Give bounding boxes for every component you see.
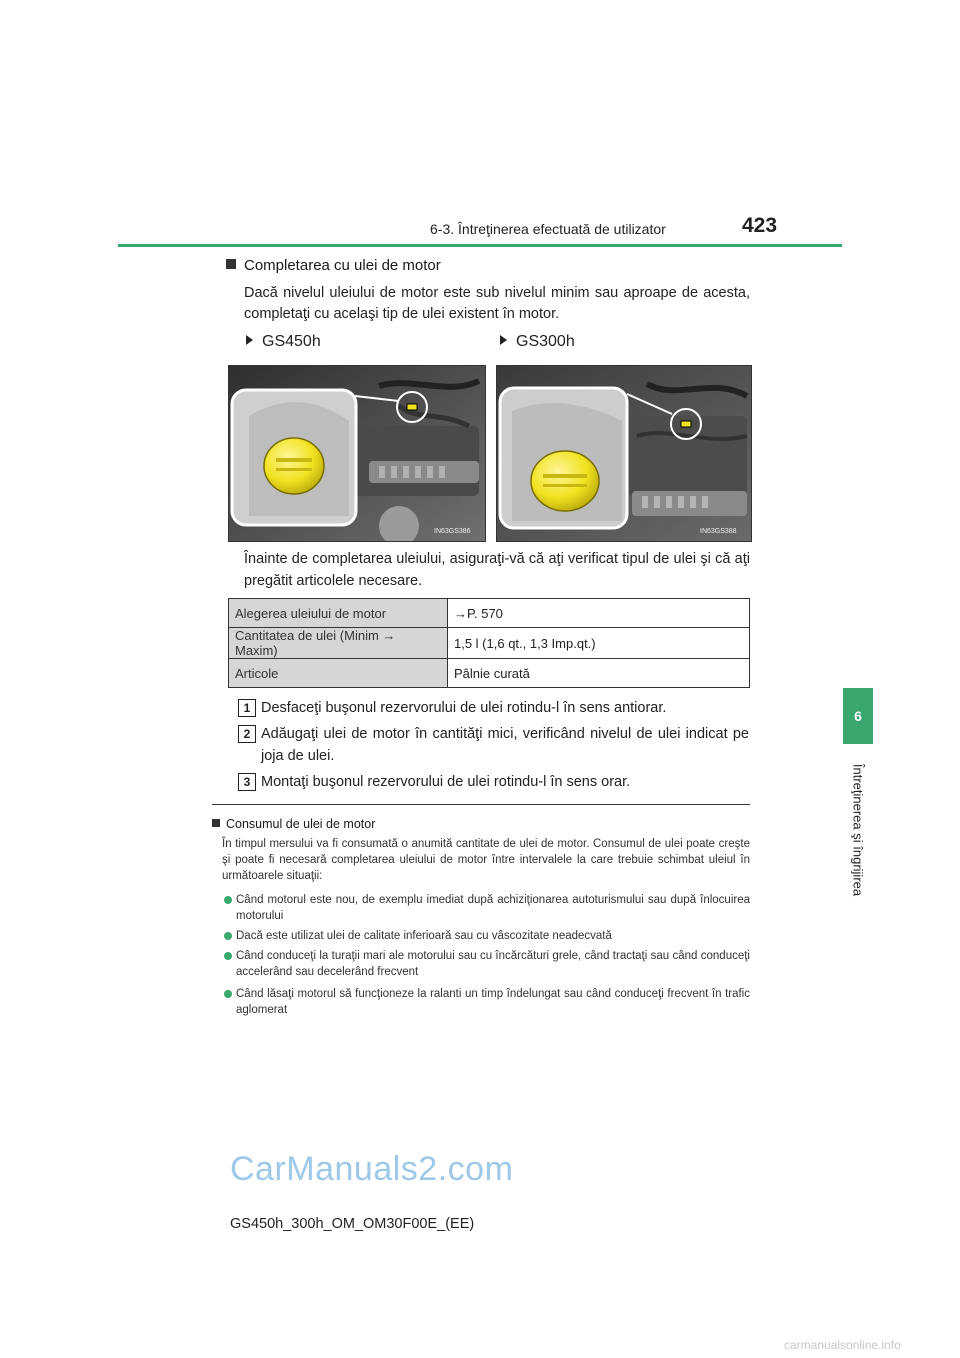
- engine-bay-illustration: [497, 366, 751, 541]
- table-value: →P. 570: [448, 599, 750, 628]
- bullet-dot-icon: [224, 990, 232, 998]
- table-key: Alegerea uleiului de motor: [229, 599, 448, 628]
- square-bullet-icon: [226, 259, 236, 269]
- table-key: Cantitatea de ulei (Minim → Maxim): [229, 628, 448, 659]
- model-label-gs300h: GS300h: [500, 333, 575, 351]
- engine-photo-gs450h: [228, 365, 486, 542]
- photo-code: IN63GS388: [700, 528, 737, 535]
- list-item: Dacă este utilizat ulei de calitate inferioară sau cu vâscozitate neadecvată: [222, 928, 750, 944]
- page-number: 423: [742, 214, 778, 237]
- table-value: 1,5 l (1,6 qt., 1,3 Imp.qt.): [448, 628, 750, 659]
- step-text: Desfaceţi buşonul rezervorului de ulei rotindu-l în sens antiorar.: [261, 700, 667, 716]
- step-number: 3: [238, 773, 256, 791]
- oil-info-table: [228, 598, 750, 688]
- list-item: Când lăsaţi motorul să funcţioneze la ralanti un timp îndelungat sau când conduceţi frecvent în trafic aglomerat: [222, 986, 750, 1018]
- chapter-label: Întreţinerea şi îngrijirea: [850, 763, 866, 897]
- step-3: [244, 771, 750, 793]
- step-1: [244, 697, 750, 719]
- table-value: Pâlnie curată: [448, 659, 750, 688]
- step-text: Adăugaţi ulei de motor în cantităţi mici, verificând nivelul de ulei indicat pe joja de ulei.: [261, 726, 749, 764]
- triangle-bullet-icon: [246, 335, 253, 345]
- step-2: [244, 723, 750, 767]
- square-bullet-icon: [212, 819, 220, 827]
- consumption-text: În timpul mersului va fi consumată o anumită cantitate de ulei de motor. Consumul de ulei poate creşte şi poate fi necesară completarea uleiului de motor între intervalele la care trebuie schimbat uleiul în următoarele situaţii:: [222, 838, 750, 882]
- before-note: Înainte de completarea uleiului, asiguraţi-vă că aţi verificat tipul de ulei şi că aţi pregătit articolele necesare.: [244, 551, 750, 589]
- bullet-dot-icon: [224, 952, 232, 960]
- bullet-dot-icon: [224, 932, 232, 940]
- section-title: Completarea cu ulei de motor: [226, 257, 441, 274]
- model-label-gs450h: GS450h: [246, 333, 321, 351]
- watermark-logo[interactable]: CarManuals2.com: [230, 1150, 514, 1188]
- bullet-dot-icon: [224, 896, 232, 904]
- engine-bay-illustration: [229, 366, 485, 541]
- list-item: Când motorul este nou, de exemplu imediat după achiziţionarea autoturismului sau după înlocuirea motorului: [222, 892, 750, 924]
- table-row: [229, 628, 750, 659]
- step-number: 1: [238, 699, 256, 717]
- photo-code: IN63GS386: [434, 528, 471, 535]
- consumption-title: Consumul de ulei de motor: [212, 817, 375, 831]
- section-header: 6-3. Întreţinerea efectuată de utilizator: [430, 221, 666, 237]
- table-row: [229, 659, 750, 688]
- chapter-tab: 6: [843, 688, 873, 744]
- header-rule: [118, 244, 842, 247]
- table-row: [229, 599, 750, 628]
- triangle-bullet-icon: [500, 335, 507, 345]
- document-code: GS450h_300h_OM_OM30F00E_(EE): [230, 1216, 475, 1232]
- step-number: 2: [238, 725, 256, 743]
- list-item: Când conduceţi la turaţii mari ale motorului sau cu încărcături grele, când tractaţi sau când conduceţi accelerând sau decelerând frecvent: [222, 948, 750, 980]
- table-key: Articole: [229, 659, 448, 688]
- section-divider: [212, 804, 750, 805]
- section-intro: Dacă nivelul uleiului de motor este sub nivelul minim sau aproape de acesta, completaţi cu acelaşi tip de ulei existent în motor.: [244, 285, 750, 322]
- engine-photo-gs300h: [496, 365, 752, 542]
- step-text: Montaţi buşonul rezervorului de ulei rotindu-l în sens orar.: [261, 774, 631, 790]
- watermark-site[interactable]: carmanualsonline.info: [784, 1338, 901, 1352]
